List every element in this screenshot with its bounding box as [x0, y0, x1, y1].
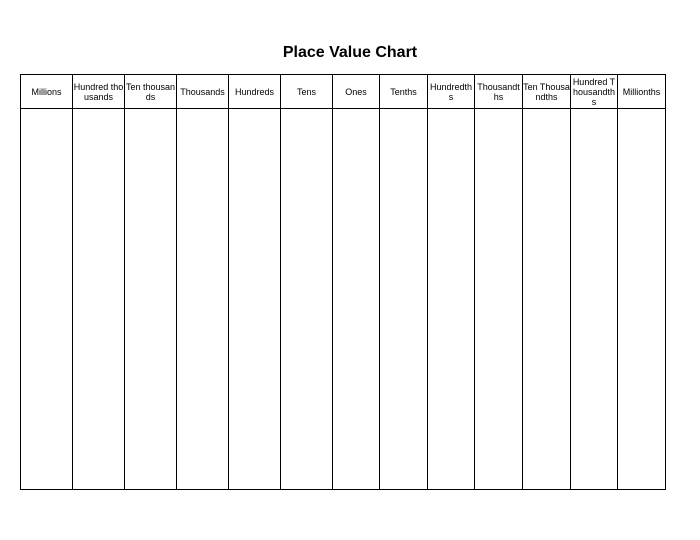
entry-cell-tens[interactable] [281, 109, 333, 490]
entry-cell-hundred-thousandths[interactable] [571, 109, 618, 490]
column-header-tenths: Tenths [380, 75, 428, 109]
entry-cell-tenths[interactable] [380, 109, 428, 490]
entry-cell-millionths[interactable] [618, 109, 666, 490]
column-header-hundred-thousands: Hundred thousands [73, 75, 125, 109]
column-header-hundreds: Hundreds [229, 75, 281, 109]
column-header-hundred-thousandths: Hundred Thousandths [571, 75, 618, 109]
entry-cell-hundredths[interactable] [428, 109, 475, 490]
place-value-table [20, 74, 666, 490]
entry-cell-ten-thousands[interactable] [125, 109, 177, 490]
entry-cell-hundreds[interactable] [229, 109, 281, 490]
entry-cell-thousandths[interactable] [475, 109, 523, 490]
column-header-thousandths: Thousandths [475, 75, 523, 109]
column-header-ten-thousands: Ten thousands [125, 75, 177, 109]
column-header-hundredths: Hundredths [428, 75, 475, 109]
column-header-thousands: Thousands [177, 75, 229, 109]
entry-row [21, 109, 666, 490]
column-header-ones: Ones [333, 75, 380, 109]
entry-cell-ten-thousandths[interactable] [523, 109, 571, 490]
entry-cell-ones[interactable] [333, 109, 380, 490]
column-header-millionths: Millionths [618, 75, 666, 109]
entry-cell-thousands[interactable] [177, 109, 229, 490]
entry-cell-millions[interactable] [21, 109, 73, 490]
column-header-millions: Millions [21, 75, 73, 109]
page-title: Place Value Chart [282, 44, 418, 61]
column-header-tens: Tens [281, 75, 333, 109]
column-header-ten-thousandths: Ten Thousandths [523, 75, 571, 109]
header-row [21, 75, 666, 109]
entry-cell-hundred-thousands[interactable] [73, 109, 125, 490]
